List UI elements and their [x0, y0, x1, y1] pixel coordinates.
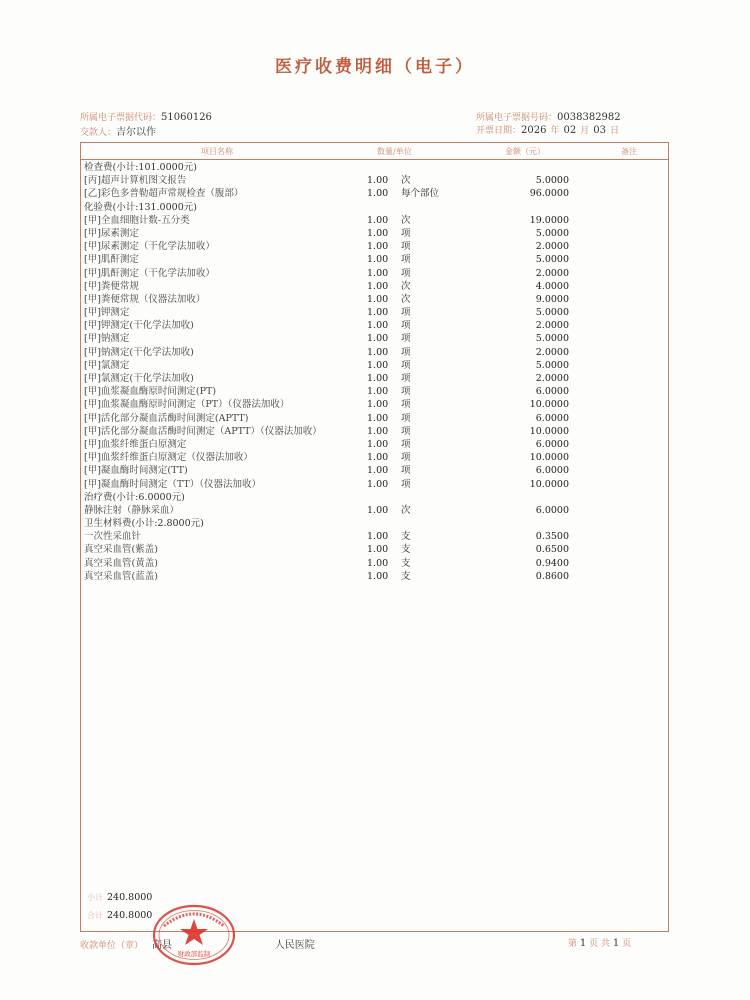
- invoice-code-label: 所属电子票据代码：: [80, 113, 162, 123]
- table-row: [81, 240, 668, 253]
- item-qty: 1.00: [367, 254, 389, 266]
- item-amount: 6.0000: [535, 412, 569, 424]
- item-unit: 项: [401, 359, 411, 371]
- item-name: [甲]肌酐测定: [84, 254, 139, 266]
- item-name: [甲]粪便常规: [84, 280, 139, 292]
- item-qty: 1.00: [367, 267, 389, 279]
- item-qty: 1.00: [367, 373, 389, 384]
- item-name: [甲]钠测定: [84, 333, 130, 345]
- invoice-code: [80, 110, 212, 123]
- col-header-amount: 金额（元）: [505, 147, 545, 156]
- table-row: [81, 478, 668, 491]
- total-value: 240.8000: [107, 910, 153, 921]
- item-amount: 0.9400: [535, 557, 569, 569]
- table-row: [81, 372, 668, 385]
- item-unit: 项: [401, 254, 411, 266]
- subtotal: [87, 892, 152, 903]
- table-row: [81, 346, 668, 359]
- item-amount: 10.0000: [529, 452, 569, 464]
- item-name: [乙]彩色多普勒超声常规检查（腹部）: [84, 188, 244, 200]
- item-unit: 项: [401, 412, 411, 424]
- subtotal-label: 小计: [87, 893, 103, 902]
- subtotal-value: 240.8000: [107, 892, 153, 903]
- col-header-note: 备注: [621, 147, 637, 156]
- item-amount: 6.0000: [535, 504, 569, 516]
- table-row: [81, 253, 668, 266]
- item-unit: 支: [401, 557, 411, 569]
- payee-suffix: 人民医院: [274, 940, 315, 951]
- item-qty: 1.00: [367, 452, 389, 464]
- item-qty: 1.00: [367, 557, 389, 569]
- item-qty: 1.00: [367, 280, 389, 292]
- table-row: [81, 451, 668, 464]
- table-header: [81, 143, 668, 160]
- item-name: [甲]活化部分凝血活酶时间测定（APTT）（仪器法加收）: [84, 425, 322, 437]
- table-row: [81, 214, 668, 227]
- item-qty: 1.00: [367, 425, 389, 437]
- item-amount: 19.0000: [529, 214, 569, 226]
- category-row: [81, 491, 668, 504]
- table-row: [81, 543, 668, 556]
- item-amount: 2.0000: [535, 241, 569, 253]
- page-suffix: 页: [622, 939, 632, 949]
- item-name: [甲]血浆纤维蛋白原测定（仪器法加收）: [84, 452, 253, 464]
- item-amount: 5.0000: [535, 175, 569, 187]
- item-unit: 项: [401, 241, 411, 253]
- item-amount: 0.8600: [535, 570, 569, 582]
- table-row: [81, 530, 668, 543]
- item-unit: 次: [401, 504, 411, 516]
- invoice-number-label: 所属电子票据号码：: [476, 113, 558, 123]
- invoice-code-value: 51060126: [161, 112, 212, 123]
- detail-table: [80, 142, 669, 932]
- item-amount: 0.6500: [535, 544, 569, 556]
- item-qty: 1.00: [367, 188, 389, 200]
- item-name: [甲]血浆纤维蛋白原测定: [84, 438, 187, 450]
- col-header-qty-unit: 数量/单位: [377, 147, 412, 156]
- item-name: 检查费(小计:101.0000元): [84, 162, 197, 173]
- item-amount: 6.0000: [535, 438, 569, 450]
- item-unit: 项: [401, 425, 411, 437]
- item-qty: 1.00: [367, 346, 389, 358]
- item-unit: 次: [401, 214, 411, 226]
- item-name: [甲]尿素测定（干化学法加收）: [84, 241, 215, 253]
- date-label: 开票日期：: [476, 126, 522, 136]
- table-row: [81, 267, 668, 280]
- item-unit: 项: [401, 373, 411, 384]
- table-row: [81, 332, 668, 345]
- item-amount: 6.0000: [535, 465, 569, 477]
- item-qty: 1.00: [367, 227, 389, 239]
- table-row: [81, 425, 668, 438]
- item-name: 治疗费(小计:6.0000元): [84, 491, 185, 503]
- payer-value: 吉尔以作: [116, 127, 157, 138]
- item-name: [甲]肌酐测定（干化学法加收）: [84, 267, 215, 279]
- item-name: 真空采血管(紫盖): [84, 544, 158, 556]
- item-amount: 5.0000: [535, 227, 569, 239]
- item-unit: 项: [401, 267, 411, 279]
- day-label: 日: [609, 126, 619, 136]
- table-row: [81, 306, 668, 319]
- item-qty: 1.00: [367, 333, 389, 345]
- date-year: 2026: [521, 125, 547, 136]
- item-qty: 1.00: [367, 438, 389, 450]
- item-amount: 4.0000: [535, 280, 569, 292]
- item-qty: 1.00: [367, 175, 389, 187]
- item-qty: 1.00: [367, 359, 389, 371]
- item-amount: 6.0000: [535, 386, 569, 398]
- item-unit: 每个部位: [401, 188, 440, 200]
- table-row: [81, 227, 668, 240]
- item-qty: 1.00: [367, 320, 389, 332]
- item-name: [甲]粪便常规（仪器法加收）: [84, 293, 206, 305]
- table-body: [81, 161, 668, 583]
- item-amount: 5.0000: [535, 254, 569, 266]
- table-row: [81, 385, 668, 398]
- payer-label: 交款人：: [80, 128, 117, 138]
- document-title: 医疗收费明细（电子）: [275, 57, 475, 77]
- item-qty: 1.00: [367, 465, 389, 477]
- item-unit: 支: [401, 531, 411, 543]
- issue-date: [476, 123, 623, 136]
- item-unit: 支: [401, 570, 411, 582]
- table-row: [81, 464, 668, 477]
- item-unit: 项: [401, 399, 411, 411]
- item-amount: 9.0000: [535, 293, 569, 305]
- category-row: [81, 201, 668, 214]
- item-unit: 项: [401, 478, 411, 490]
- item-amount: 10.0000: [529, 399, 569, 411]
- table-row: [81, 438, 668, 451]
- item-name: [甲]血浆凝血酶原时间测定（PT）（仪器法加收）: [84, 399, 290, 411]
- item-name: [丙]超声计算机图文报告: [84, 175, 187, 187]
- item-unit: 项: [401, 307, 411, 319]
- item-qty: 1.00: [367, 504, 389, 516]
- table-row: [81, 187, 668, 200]
- item-qty: 1.00: [367, 241, 389, 253]
- item-amount: 96.0000: [529, 188, 569, 200]
- category-row: [81, 517, 668, 530]
- page-prefix: 第: [568, 939, 578, 949]
- item-name: 一次性采血针: [84, 531, 142, 543]
- item-unit: 项: [401, 452, 411, 464]
- item-qty: 1.00: [367, 478, 389, 490]
- item-qty: 1.00: [367, 293, 389, 305]
- date-day: 03: [593, 125, 606, 136]
- table-row: [81, 280, 668, 293]
- table-row: [81, 557, 668, 570]
- year-label: 年: [550, 126, 560, 136]
- item-qty: 1.00: [367, 307, 389, 319]
- item-name: [甲]氯测定(干化学法加收): [84, 373, 194, 384]
- item-amount: 2.0000: [535, 320, 569, 332]
- official-seal-icon: [152, 904, 236, 966]
- payee-label: 收款单位（章）: [80, 941, 144, 951]
- table-row: [81, 319, 668, 332]
- item-qty: 1.00: [367, 399, 389, 411]
- item-amount: 2.0000: [535, 346, 569, 358]
- item-unit: 项: [401, 438, 411, 450]
- item-unit: 项: [401, 227, 411, 239]
- item-amount: 0.3500: [535, 531, 569, 543]
- invoice-number: [476, 110, 621, 123]
- grand-total: [87, 910, 152, 921]
- item-name: 卫生材料费(小计:2.8000元): [84, 518, 204, 530]
- invoice-number-value: 0038382982: [557, 112, 621, 123]
- item-name: [甲]全血细胞计数-五分类: [84, 214, 190, 226]
- item-unit: 项: [401, 320, 411, 332]
- item-qty: 1.00: [367, 531, 389, 543]
- item-qty: 1.00: [367, 386, 389, 398]
- item-qty: 1.00: [367, 544, 389, 556]
- date-month: 02: [563, 125, 577, 136]
- item-amount: 5.0000: [535, 307, 569, 319]
- item-unit: 项: [401, 346, 411, 358]
- item-name: 真空采血管(蓝盖): [84, 570, 158, 582]
- item-name: [甲]钾测定(干化学法加收): [84, 320, 194, 332]
- page-mid: 页 共: [589, 939, 611, 949]
- table-row: [81, 504, 668, 517]
- page-total: 1: [612, 938, 620, 949]
- item-unit: 次: [401, 175, 411, 187]
- item-amount: 2.0000: [535, 267, 569, 279]
- payer: [80, 123, 156, 138]
- item-unit: 支: [401, 544, 411, 556]
- month-label: 月: [580, 126, 590, 136]
- page-current: 1: [579, 938, 587, 949]
- table-row: [81, 570, 668, 583]
- table-row: [81, 174, 668, 187]
- item-name: 静脉注射（静脉采血）: [84, 504, 180, 516]
- item-qty: 1.00: [367, 214, 389, 226]
- item-name: 真空采血管(黄盖): [84, 557, 158, 569]
- item-qty: 1.00: [367, 412, 389, 424]
- item-name: [甲]活化部分凝血活酶时间测定(APTT): [84, 412, 249, 424]
- table-row: [81, 412, 668, 425]
- payee-name: 高县: [151, 940, 172, 951]
- item-amount: 10.0000: [529, 425, 569, 437]
- item-name: [甲]尿素测定: [84, 227, 139, 239]
- item-amount: 10.0000: [529, 478, 569, 490]
- table-row: [81, 359, 668, 372]
- table-row: [81, 293, 668, 306]
- item-unit: 项: [401, 386, 411, 398]
- item-unit: 次: [401, 280, 411, 292]
- category-row: [81, 161, 668, 174]
- item-name: [甲]钾测定: [84, 307, 130, 319]
- seal-text: 财政部监制: [177, 950, 211, 958]
- item-unit: 项: [401, 333, 411, 345]
- item-amount: 5.0000: [535, 359, 569, 371]
- item-unit: 次: [401, 293, 411, 305]
- item-name: [甲]凝血酶时间测定（TT）（仪器法加收）: [84, 478, 262, 490]
- item-amount: 5.0000: [535, 333, 569, 345]
- page-indicator: [568, 936, 631, 949]
- item-amount: 2.0000: [535, 373, 569, 384]
- table-row: [81, 398, 668, 411]
- item-qty: 1.00: [367, 570, 389, 582]
- item-name: 化验费(小计:131.0000元): [84, 201, 197, 213]
- item-name: [甲]氯测定: [84, 359, 130, 371]
- item-name: [甲]血浆凝血酶原时间测定(PT): [84, 386, 217, 398]
- item-name: [甲]凝血酶时间测定(TT): [84, 465, 188, 477]
- item-unit: 项: [401, 465, 411, 477]
- item-name: [甲]钠测定(干化学法加收): [84, 346, 194, 358]
- total-label: 合计: [87, 911, 103, 920]
- col-header-name: 项目名称: [201, 147, 233, 156]
